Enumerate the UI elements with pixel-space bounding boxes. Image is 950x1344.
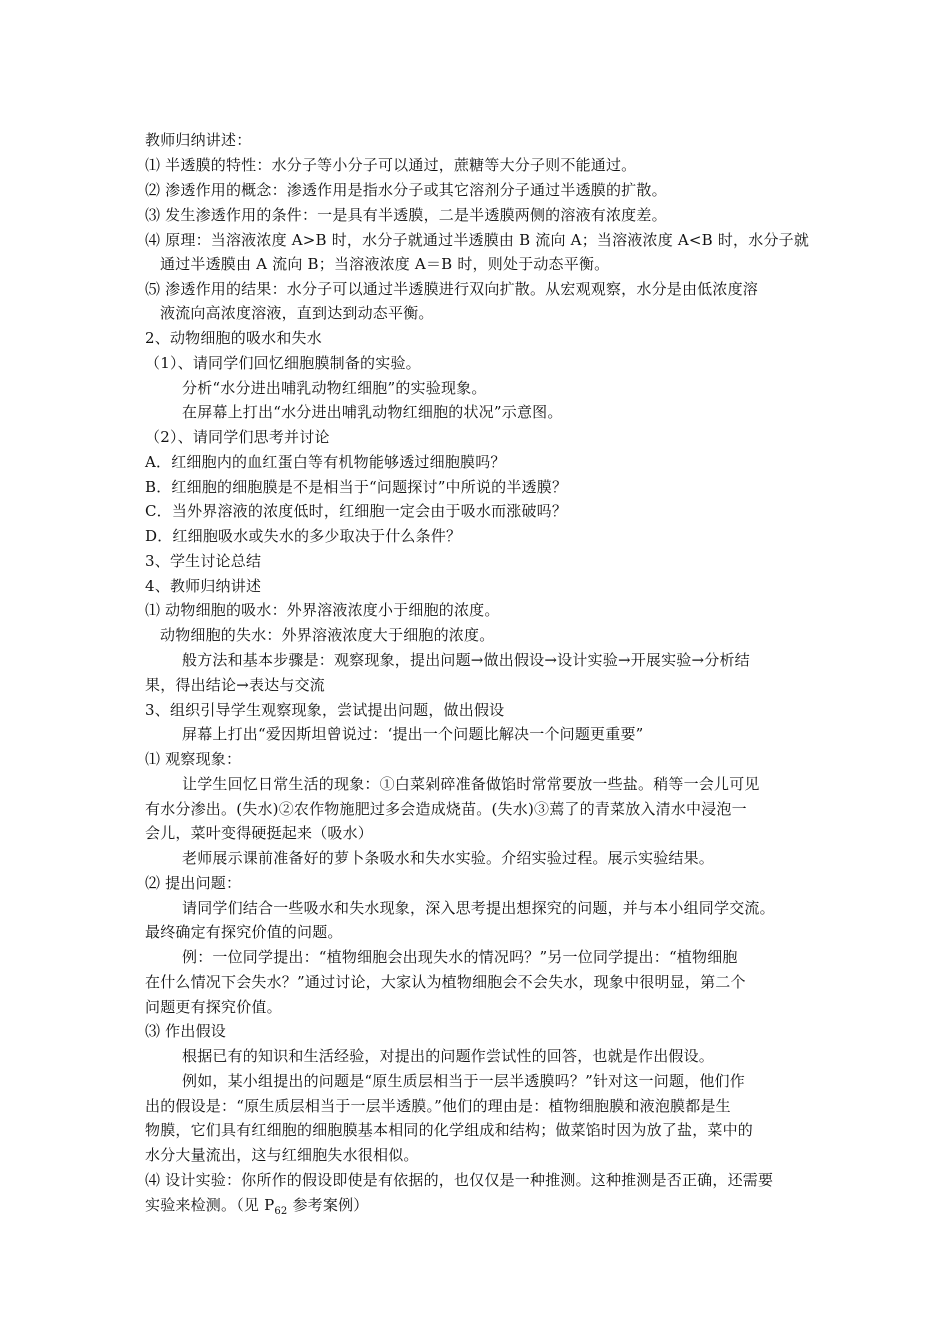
question-b: B．红细胞的细胞膜是不是相当于“问题探讨”中所说的半透膜？ [145, 478, 568, 496]
text-line: 例：一位同学提出：“植物细胞会出现失水的情况吗？”另一位同学提出：“植物细胞 [182, 948, 738, 966]
text-line: ⑷ 原理：当溶液浓度 A>B 时，水分子就通过半透膜由 B 流向 A；当溶液浓度 A<B 时，水分子就 [145, 231, 810, 249]
text-line: ⑶ 发生渗透作用的条件：一是具有半透膜，二是半透膜两侧的溶液有浓度差。 [145, 206, 667, 224]
section-heading: 4、教师归纳讲述 [145, 577, 262, 595]
text-line: （1）、请同学们回忆细胞膜制备的实验。 [145, 354, 421, 372]
text-line: 根据已有的知识和生活经验，对提出的问题作尝试性的回答，也就是作出假设。 [182, 1047, 715, 1065]
text-line: 有水分渗出。(失水)②农作物施肥过多会造成烧苗。(失水)③蔫了的青菜放入清水中浸泡一 [145, 800, 747, 818]
section-heading: 3、组织引导学生观察现象，尝试提出问题，做出假设 [145, 701, 505, 719]
text-line: ⑵ 渗透作用的概念：渗透作用是指水分子或其它溶剂分子通过半透膜的扩散。 [145, 181, 667, 199]
sub-heading: ⑶ 作出假设 [145, 1022, 226, 1040]
last-line-end: 参考案例） [287, 1196, 369, 1214]
text-line: ⑴ 半透膜的特性：水分子等小分子可以通过，蔗糖等大分子则不能通过。 [145, 156, 637, 174]
question-c: C．当外界溶液的浓度低时，红细胞一定会由于吸水而涨破吗？ [145, 502, 568, 520]
question-a: A．红细胞内的血红蛋白等有机物能够透过细胞膜吗？ [145, 453, 506, 471]
page-subscript: 62 [274, 1206, 288, 1217]
text-line: ⑸ 渗透作用的结果：水分子可以通过半透膜进行双向扩散。从宏观观察，水分是由低浓度溶 [145, 280, 758, 298]
text-line: 动物细胞的失水：外界溶液浓度大于细胞的浓度。 [160, 626, 495, 644]
text-line: 水分大量流出，这与红细胞失水很相似。 [145, 1146, 419, 1164]
text-line: 出的假设是：“原生质层相当于一层半透膜。”他们的理由是：植物细胞膜和液泡膜都是生 [145, 1097, 731, 1115]
text-line: 在什么情况下会失水？”通过讨论，大家认为植物细胞会不会失水，现象中很明显，第二个 [145, 973, 746, 991]
text-line: 般方法和基本步骤是：观察现象，提出问题→做出假设→设计实验→开展实验→分析结 [182, 651, 750, 669]
text-line: （2）、请同学们思考并讨论 [145, 428, 330, 446]
text-line: 让学生回忆日常生活的现象：①白菜剁碎准备做馅时常常要放一些盐。稍等一会儿可见 [182, 775, 760, 793]
text-line: 最终确定有探究价值的问题。 [145, 923, 343, 941]
text-line: 会儿，菜叶变得硬挺起来（吸水） [145, 824, 374, 842]
heading-teacher-summary: 教师归纳讲述： [145, 131, 252, 149]
question-d: D．红细胞吸水或失水的多少取决于什么条件？ [145, 527, 462, 545]
text-line: 分析“水分进出哺乳动物红细胞”的实验现象。 [182, 379, 487, 397]
text-line: 通过半透膜由 A 流向 B；当溶液浓度 A＝B 时，则处于动态平衡。 [160, 255, 610, 273]
last-line-start: 实验来检测。（见 P [145, 1196, 275, 1214]
sub-heading: ⑷ 设计实验：你所作的假设即使是有依据的，也仅仅是一种推测。这种推测是否正确，还需要 [145, 1171, 774, 1189]
text-line: 物膜，它们具有红细胞的细胞膜基本相同的化学组成和结构；做菜馅时因为放了盐，菜中的 [145, 1121, 754, 1139]
sub-heading: ⑴ 观察现象： [145, 750, 242, 768]
text-line: 例如，某小组提出的问题是“原生质层相当于一层半透膜吗？”针对这一问题，他们作 [182, 1072, 745, 1090]
text-line: 屏幕上打出“爱因斯坦曾说过：‘提出一个问题比解决一个问题更重要” [182, 725, 644, 743]
text-line-last [145, 1195, 820, 1215]
text-line: 液流向高浓度溶液，直到达到动态平衡。 [160, 304, 434, 322]
section-heading: 3、学生讨论总结 [145, 552, 262, 570]
text-line: 果，得出结论→表达与交流 [145, 676, 325, 694]
text-line: 老师展示课前准备好的萝卜条吸水和失水实验。介绍实验过程。展示实验结果。 [182, 849, 715, 867]
text-line: 问题更有探究价值。 [145, 998, 282, 1016]
text-line: 请同学们结合一些吸水和失水现象，深入思考提出想探究的问题，并与本小组同学交流。 [182, 899, 775, 917]
text-line: 在屏幕上打出“水分进出哺乳动物红细胞的状况”示意图。 [182, 403, 563, 421]
text-line: ⑴ 动物细胞的吸水：外界溶液浓度小于细胞的浓度。 [145, 601, 500, 619]
section-heading: 2、动物细胞的吸水和失水 [145, 329, 322, 347]
sub-heading: ⑵ 提出问题： [145, 874, 242, 892]
